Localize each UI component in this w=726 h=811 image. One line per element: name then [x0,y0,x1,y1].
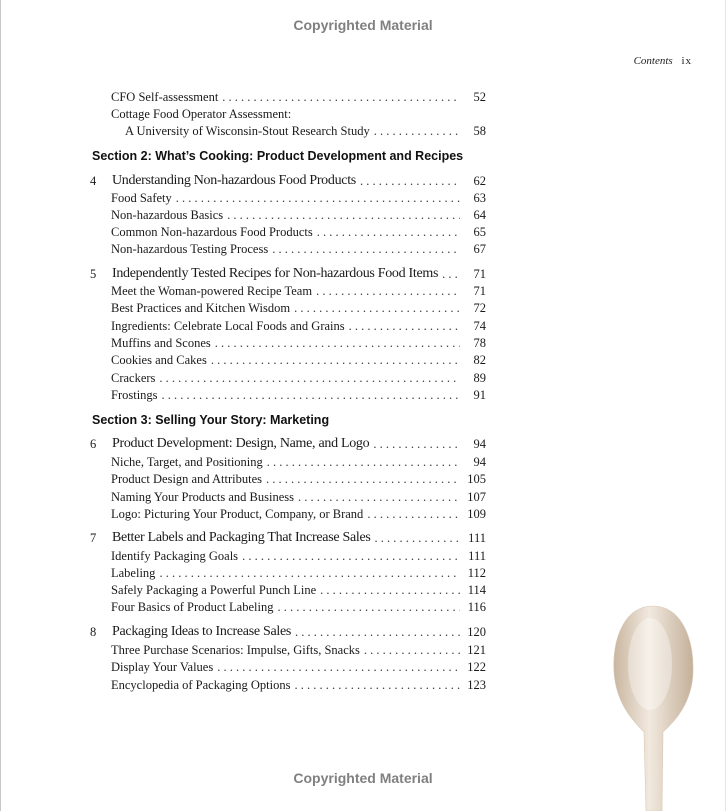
dot-leader [294,677,460,693]
toc-entry[interactable] [90,318,486,334]
chapter-title: Packaging Ideas to Increase Sales [112,624,292,639]
toc-entry[interactable] [90,565,486,581]
toc-entry[interactable] [90,370,486,386]
chapter-title: Product Development: Design, Name, and Logo [112,436,370,451]
toc-entry[interactable] [90,335,486,351]
dot-leader [267,454,460,470]
dot-leader [266,471,460,487]
chapter-number: 8 [90,625,97,639]
chapter-page: 62 [473,174,486,188]
toc-entry-title: Ingredients: Celebrate Local Foods and Grains [111,319,345,333]
toc-entry-page: 67 [473,242,486,256]
toc-entry-title: Non-hazardous Testing Process [111,242,269,256]
dot-leader [227,207,460,223]
section-heading: Section 3: Selling Your Story: Marketing [92,413,330,427]
dot-leader [272,241,460,257]
chapter-page: 111 [468,531,486,545]
dot-leader [159,370,460,386]
toc-entry-title: Best Practices and Kitchen Wisdom [111,301,291,315]
chapter-title: Independently Tested Recipes for Non-hazardous Food Items [112,266,439,281]
dot-leader [217,659,460,675]
dot-leader [211,352,460,368]
toc-entry-title: Meet the Woman-powered Recipe Team [111,284,313,298]
toc-entry-title: Product Design and Attributes [111,472,263,486]
toc-entry-title: Crackers [111,371,156,385]
toc-entry-page: 105 [467,472,486,486]
toc-entry-page: 58 [473,124,486,138]
toc-entry-page: 114 [467,583,486,597]
toc-entry-page: 72 [473,301,486,315]
toc-entry-page: 112 [467,566,486,580]
toc-chapter[interactable] [90,266,486,282]
toc-entry[interactable] [90,190,486,206]
toc-entry[interactable] [90,582,486,598]
toc-entry-page: 82 [473,353,486,367]
toc-entry[interactable] [90,387,486,403]
toc-entry-title: Muffins and Scones [111,336,211,350]
chapter-page: 71 [473,267,486,281]
toc-entry-title: Safely Packaging a Powerful Punch Line [111,583,317,597]
toc-entry-title: Naming Your Products and Business [111,490,294,504]
dot-leader [159,565,460,581]
toc-entry[interactable] [90,454,486,470]
toc-entry-page: 107 [467,490,486,504]
toc-entry[interactable] [90,659,486,675]
toc-entry-title: Frostings [111,388,158,402]
dot-leader [298,489,460,505]
toc-entry-title: Cookies and Cakes [111,353,207,367]
toc-entry[interactable] [90,471,486,487]
dot-leader [215,335,460,351]
copyright-watermark-top: Copyrighted Material [293,17,433,33]
toc-entry-page: 64 [473,208,486,222]
running-head-page-number: ix [681,55,692,67]
dot-leader [176,190,460,206]
toc-entry-page: 91 [473,388,486,402]
toc-entry[interactable] [90,207,486,223]
toc-entry-page: 52 [473,90,486,104]
dot-leader [442,266,460,282]
chapter-number: 4 [90,174,97,188]
toc-entry[interactable] [90,489,486,505]
toc-entry-page: 71 [473,284,486,298]
toc-chapter[interactable] [90,173,486,189]
toc-chapter[interactable] [90,436,486,452]
dot-leader [277,599,460,615]
toc-entry-page: 94 [473,455,486,469]
toc-entry[interactable] [90,283,486,299]
dot-leader [295,624,460,640]
toc-entry[interactable] [90,548,486,564]
chapter-number: 7 [90,531,97,545]
chapter-page: 120 [467,625,486,639]
toc-entry-page: 116 [467,600,486,614]
dot-leader [222,89,460,105]
toc-entry-page: 111 [468,549,486,563]
toc-entry-page: 121 [467,643,486,657]
dot-leader [317,224,460,240]
toc-entry[interactable] [90,241,486,257]
toc-entry-title: Labeling [111,566,156,580]
toc-entry-title: Logo: Picturing Your Product, Company, or Brand [111,507,364,521]
toc-entry[interactable] [90,506,486,522]
toc-entry-title: A University of Wisconsin-Stout Research Study [125,124,370,138]
running-head-label: Contents [633,55,673,67]
toc-entry-title: Common Non-hazardous Food Products [111,225,313,239]
dot-leader [294,300,460,316]
dot-leader [242,548,460,564]
dot-leader [162,387,460,403]
chapter-page: 94 [473,437,486,451]
copyright-watermark-bottom: Copyrighted Material [293,770,433,786]
toc-entry[interactable] [90,123,486,139]
toc-entry-title: CFO Self-assessment [111,90,219,104]
toc-chapter[interactable] [90,624,486,640]
dot-leader [367,506,460,522]
toc-entry-title: Non-hazardous Basics [111,208,224,222]
toc-entry-title: Four Basics of Product Labeling [111,600,274,614]
toc-entry-page: 123 [467,678,486,692]
toc-entry[interactable] [90,300,486,316]
toc-entry-page: 74 [473,319,486,333]
dot-leader [320,582,460,598]
chapter-number: 5 [90,267,97,281]
dot-leader [364,642,460,658]
toc-chapter[interactable] [90,530,486,546]
dot-leader [360,173,460,189]
toc-entry-page: 78 [473,336,486,350]
dot-leader [349,318,460,334]
toc-entry-page: 109 [467,507,486,521]
chapter-number: 6 [90,437,97,451]
toc-entry-title: Cottage Food Operator Assessment: [111,107,292,121]
toc-entry-page: 122 [467,660,486,674]
dot-leader [375,530,460,546]
toc-entry-title: Three Purchase Scenarios: Impulse, Gifts, Snacks [111,643,360,657]
toc-entry[interactable] [90,224,486,240]
toc-entry-title: Niche, Target, and Positioning [111,455,263,469]
toc-entry-title: Identify Packaging Goals [111,549,239,563]
toc-entry[interactable] [90,599,486,615]
dot-leader [373,436,460,452]
dot-leader [316,283,460,299]
chapter-title: Better Labels and Packaging That Increase Sales [112,530,371,545]
toc-entry[interactable] [90,677,486,693]
toc-entry-page: 63 [473,191,486,205]
chapter-title: Understanding Non-hazardous Food Products [112,173,356,188]
toc-entry[interactable] [90,106,486,122]
toc-entry-title: Encyclopedia of Packaging Options [111,678,291,692]
toc-entry-page: 65 [473,225,486,239]
toc-entry[interactable] [90,352,486,368]
toc-entry[interactable] [90,642,486,658]
toc-entry-title: Food Safety [111,191,172,205]
toc-entry-title: Display Your Values [111,660,214,674]
dot-leader [374,123,460,139]
toc-entry[interactable] [90,89,486,105]
section-heading: Section 2: What’s Cooking: Product Development and Recipes [92,149,464,163]
toc-entry-page: 89 [473,371,486,385]
